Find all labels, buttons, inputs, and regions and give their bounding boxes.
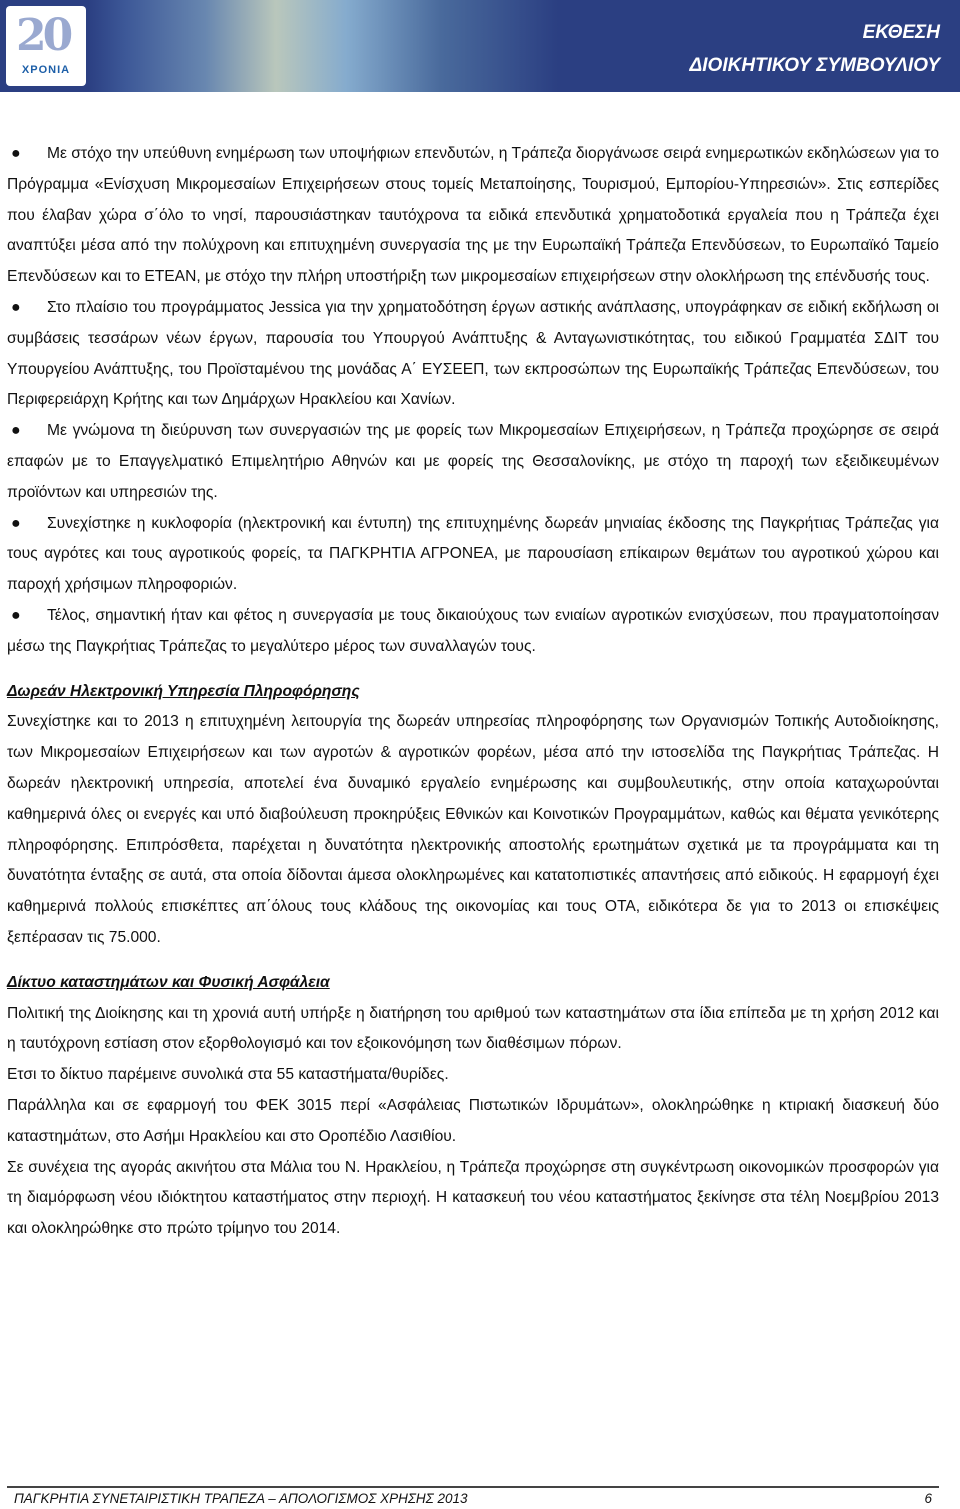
- bullet-icon: ●: [11, 298, 21, 316]
- bullet-item: [7, 601, 939, 663]
- bullet-text: Συνεχίστηκε η κυκλοφορία (ηλεκτρονική και έντυπη) της επιτυχημένης δωρεάν μηνιαίας έκδοσης της Παγκρήτιας Τράπεζας για τους αγρότες και τους αγροτικούς φορείς, τα ΠΑΓΚΡΗΤΙΑ ΑΓΡΟΝΕΑ, με παρουσίαση επίκαιρων θεμάτων του αγροτικού χώρου και παροχή χρήσιμων πληροφοριών.: [7, 514, 939, 594]
- bullet-item: [7, 509, 939, 601]
- bullet-icon: ●: [11, 606, 21, 624]
- bullet-text: Με γνώμονα τη διεύρυνση των συνεργασιών της με φορείς των Μικρομεσαίων Επιχειρήσεων, η Τράπεζα προχώρησε σε σειρά επαφών με το Επαγγελματικό Επιμελητήριο Αθηνών και με φορείς της Θεσσαλονίκης, με στόχο τη παροχή των εξειδικευμένων προϊόντων και υπηρεσιών της.: [7, 422, 939, 501]
- anniversary-logo: [6, 6, 86, 86]
- section-title-info-service: Δωρεάν Ηλεκτρονική Υπηρεσία Πληροφόρησης: [7, 682, 360, 700]
- logo-word: ΧΡΟΝΙΑ: [21, 64, 71, 76]
- section-title-branch-network: Δίκτυο καταστημάτων και Φυσική Ασφάλεια: [7, 973, 330, 991]
- bullet-item: [7, 293, 939, 416]
- page-content: [7, 139, 939, 1245]
- bullet-item: [7, 416, 939, 508]
- bullet-icon: ●: [11, 145, 21, 162]
- report-title-line2: ΔΙΟΙΚΗΤΙΚΟΥ ΣΥΜΒΟΥΛΙΟΥ: [689, 55, 940, 76]
- logo-number: 20: [16, 10, 70, 61]
- bullet-text: Με στόχο την υπεύθυνη ενημέρωση των υποψήφιων επενδυτών, η Τράπεζα διοργάνωσε σειρά ενημερωτικών εκδηλώσεων για το Πρόγραμμα «Ενίσχυση Μικρομεσαίων Επιχειρήσεων στους τομείς Μεταποίησης, Τουρισμού, Εμπορίου-Υπηρεσιών». Στις εσπερίδες που έλαβαν χώρα σ΄όλο το νησί, παρουσιάστηκαν ταυτόχρονα τα ειδικά επενδυτικά χρηματοδοτικά εργαλεία που η Τράπεζα έχει αναπτύξει μέσα από την πολύχρονη και επιτυχημένη συνεργασία της με την Ευρωπαϊκή Τράπεζα Επενδύσεων, το Ευρωπαϊκό Ταμείο Επενδύσεων και το ΕΤΕΑΝ, με στόχο την πλήρη υποστήριξη των μικρομεσαίων επιχειρήσεων στην ολοκλήρωση της επένδυσής τους.: [7, 145, 939, 286]
- section-paragraph: Παράλληλα και σε εφαρμογή του ΦΕΚ 3015 περί «Ασφάλειας Πιστωτικών Ιδρυμάτων», ολοκληρώθηκε η κτιριακή διασκευή δύο καταστημάτων, στο Ασήμι Ηρακλείου και στο Οροπέδιο Λασιθίου.: [7, 1096, 939, 1145]
- bullet-icon: ●: [11, 422, 21, 440]
- bullet-text: Τέλος, σημαντική ήταν και φέτος η συνεργασία με τους δικαιούχους των ενιαίων αγροτικών ενισχύσεων, που πραγματοποίησαν μέσω της Παγκρήτιας Τράπεζας το μεγαλύτερο μέρος των συναλλαγών τους.: [7, 606, 939, 655]
- report-title-line1: ΕΚΘΕΣΗ: [862, 22, 940, 43]
- page-number: 6: [924, 1491, 932, 1506]
- header-photo-banner: [88, 0, 558, 92]
- section-paragraph: Ετσι το δίκτυο παρέμεινε συνολικά στα 55 καταστήματα/θυρίδες.: [7, 1066, 449, 1084]
- report-title: [690, 16, 940, 82]
- footer-text: ΠΑΓΚΡΗΤΙΑ ΣΥΝΕΤΑΙΡΙΣΤΙΚΗ ΤΡΑΠΕΖΑ – ΑΠΟΛΟΓΙΣΜΟΣ ΧΡΗΣΗΣ 2013: [14, 1491, 468, 1506]
- section-paragraph: Συνεχίστηκε και το 2013 η επιτυχημένη λειτουργία της δωρεάν υπηρεσίας πληροφόρησης των Οργανισμών Τοπικής Αυτοδιοίκησης, των Μικρομεσαίων Επιχειρήσεων και των αγροτών & αγροτικών φορέων, μέσα από την ιστοσελίδα της Παγκρήτιας Τράπεζας. Η δωρεάν ηλεκτρονική υπηρεσία, αποτελεί ένα δυναμικό εργαλείο ενημέρωσης και συμβουλευτικής, στην οποία καταχωρούνται καθημερινά όλες οι ενεργές και υπό διαβούλευση προκηρύξεις Εθνικών και Κοινοτικών Προγραμμάτων, καθώς και θέματα γενικότερης πληροφόρησης. Επιπρόσθετα, παρέχεται η δυνατότητα ηλεκτρονικής αποστολής ερωτημάτων σχετικά με τα προγράμματα και τη δυνατότητα ένταξης σε αυτά, στα οποία δίδονται άμεσα ολοκληρωμένες και κατατοπιστικές απαντήσεις από ειδικούς. Η εφαρμογή έχει καθημερινά πολλούς επισκέπτες απ΄όλους τους κλάδους της οικονομίας και τους ΟΤΑ, ειδικότερα δε για το 2013 οι επισκέψεις ξεπέρασαν τις 75.000.: [7, 713, 939, 946]
- bullet-icon: ●: [11, 514, 21, 532]
- section-paragraph: Σε συνέχεια της αγοράς ακινήτου στα Μάλια του Ν. Ηρακλείου, η Τράπεζα προχώρησε στη συγκέντρωση οικονομικών προσφορών για τη διαμόρφωση νέου ιδιόκτητου καταστήματος στην περιοχή. Η κατασκευή του νέου καταστήματος ξεκίνησε στα τέλη Νοεμβρίου 2013 και ολοκληρώθηκε στο πρώτο τρίμηνο του 2014.: [7, 1158, 939, 1238]
- bullet-text: Στο πλαίσιο του προγράμματος Jessica για την χρηματοδότηση έργων αστικής ανάπλασης, υπογράφηκαν σε ειδική εκδήλωση οι συμβάσεις τεσσάρων νέων έργων, παρουσία του Υπουργού Ανάπτυξης & Ανταγωνιστικότητας, του ειδικού Γραμματέα ΣΔΙΤ του Υπουργείου Ανάπτυξης, του Προϊσταμένου της μονάδας Α΄ ΕΥΣΕΕΠ, των εκπροσώπων της Ευρωπαϊκής Τράπεζας Επενδύσεων, του Περιφερειάρχη Κρήτης και των Δημάρχων Ηρακλείου και Χανίων.: [7, 298, 939, 409]
- page-header: [0, 0, 960, 92]
- bullet-item: [7, 139, 939, 293]
- footer-divider: [7, 1486, 939, 1488]
- section-paragraph: Πολιτική της Διοίκησης και τη χρονιά αυτή υπήρξε η διατήρηση του αριθμού των καταστημάτων στα ίδια επίπεδα με τη χρήση 2012 και η ταυτόχρονη εστίαση στον εξορθολογισμό και τον εξοικονόμηση των διαθέσιμων πόρων.: [7, 1004, 939, 1053]
